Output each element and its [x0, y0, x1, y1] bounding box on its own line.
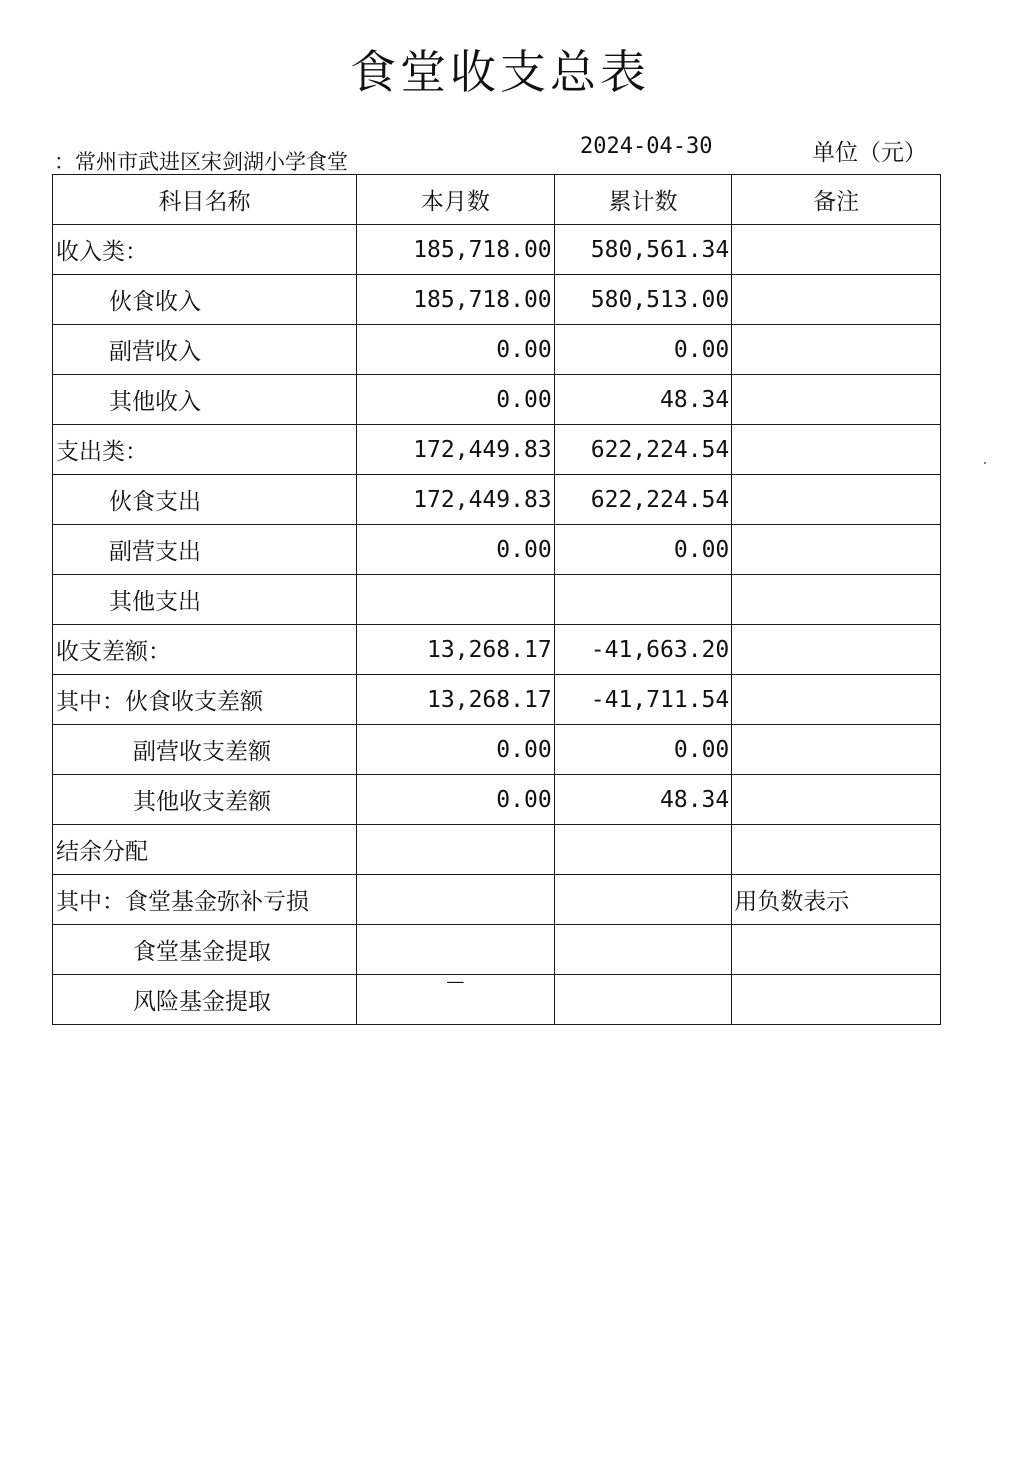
- month-value: 185,718.00: [357, 225, 555, 275]
- unit-name-line: [54, 146, 348, 176]
- table-row: [53, 275, 941, 325]
- month-value: 0.00: [357, 725, 555, 775]
- month-value: [357, 825, 555, 875]
- cumulative-value: 580,513.00: [554, 275, 732, 325]
- cumulative-value: [554, 925, 732, 975]
- row-label: 其他收支差额: [53, 775, 357, 825]
- remark: [732, 725, 941, 775]
- row-label: 副营收支差额: [53, 725, 357, 775]
- month-value: 172,449.83: [357, 425, 555, 475]
- remark: [732, 375, 941, 425]
- table-row: [53, 875, 941, 925]
- row-label: 结余分配: [53, 825, 357, 875]
- table-row: [53, 375, 941, 425]
- row-label: 收入类：: [53, 225, 357, 275]
- cumulative-value: [554, 825, 732, 875]
- cumulative-value: 0.00: [554, 725, 732, 775]
- table-row: [53, 775, 941, 825]
- table-row: [53, 975, 941, 1025]
- table-row: [53, 425, 941, 475]
- row-label: 伙食收入: [53, 275, 357, 325]
- column-header-this-month: 本月数: [357, 175, 555, 225]
- table-row: [53, 675, 941, 725]
- month-value: [357, 575, 555, 625]
- cumulative-value: [554, 975, 732, 1025]
- unit-name: 常州市武进区宋剑湖小学食堂: [75, 150, 348, 174]
- income-expense-table: [52, 174, 941, 1025]
- remark: [732, 675, 941, 725]
- remark: [732, 625, 941, 675]
- remark: [732, 525, 941, 575]
- cumulative-value: 580,561.34: [554, 225, 732, 275]
- cumulative-value: [554, 875, 732, 925]
- cumulative-value: 0.00: [554, 325, 732, 375]
- row-label: 其中：伙食收支差额: [53, 675, 357, 725]
- table-row: [53, 825, 941, 875]
- column-header-cumulative: 累计数: [554, 175, 732, 225]
- table-row: [53, 525, 941, 575]
- table-row: [53, 325, 941, 375]
- cumulative-value: 48.34: [554, 375, 732, 425]
- remark: [732, 975, 941, 1025]
- month-value: 13,268.17: [357, 675, 555, 725]
- cumulative-value: -41,663.20: [554, 625, 732, 675]
- remark: [732, 475, 941, 525]
- month-value: 0.00: [357, 525, 555, 575]
- row-label: 支出类：: [53, 425, 357, 475]
- unit-name-prefix: ：: [54, 150, 75, 174]
- row-label: 其他收入: [53, 375, 357, 425]
- cumulative-value: 622,224.54: [554, 425, 732, 475]
- row-label: 食堂基金提取: [53, 925, 357, 975]
- column-header-subject: 科目名称: [53, 175, 357, 225]
- row-label: 伙食支出: [53, 475, 357, 525]
- table-row: [53, 225, 941, 275]
- remark: [732, 925, 941, 975]
- month-value-dash: —: [357, 975, 555, 1025]
- row-label: 其他支出: [53, 575, 357, 625]
- report-date: 2024-04-30: [580, 134, 713, 159]
- cumulative-value: 622,224.54: [554, 475, 732, 525]
- remark: [732, 325, 941, 375]
- cumulative-value: 0.00: [554, 525, 732, 575]
- table-row: [53, 625, 941, 675]
- remark: [732, 825, 941, 875]
- row-label: 收支差额：: [53, 625, 357, 675]
- month-value: 13,268.17: [357, 625, 555, 675]
- table-row: [53, 475, 941, 525]
- month-value: [357, 875, 555, 925]
- page-title: 食堂收支总表: [350, 45, 650, 99]
- month-value: 0.00: [357, 375, 555, 425]
- row-label: 副营支出: [53, 525, 357, 575]
- remark: [732, 775, 941, 825]
- table-row: [53, 575, 941, 625]
- month-value: 0.00: [357, 325, 555, 375]
- column-header-remarks: 备注: [732, 175, 941, 225]
- cumulative-value: -41,711.54: [554, 675, 732, 725]
- month-value: 0.00: [357, 775, 555, 825]
- row-label: 其中：食堂基金弥补亏损: [53, 875, 357, 925]
- remark: [732, 275, 941, 325]
- table-row: [53, 725, 941, 775]
- row-label: 副营收入: [53, 325, 357, 375]
- remark: 用负数表示: [732, 875, 941, 925]
- row-label: 风险基金提取: [53, 975, 357, 1025]
- month-value: 172,449.83: [357, 475, 555, 525]
- remark: [732, 575, 941, 625]
- remark: [732, 225, 941, 275]
- scan-speck: [984, 462, 986, 464]
- cumulative-value: 48.34: [554, 775, 732, 825]
- table-row: [53, 925, 941, 975]
- table-header-row: [53, 175, 941, 225]
- currency-unit: 单位（元）: [812, 140, 927, 166]
- remark: [732, 425, 941, 475]
- month-value: 185,718.00: [357, 275, 555, 325]
- month-value: [357, 925, 555, 975]
- cumulative-value: [554, 575, 732, 625]
